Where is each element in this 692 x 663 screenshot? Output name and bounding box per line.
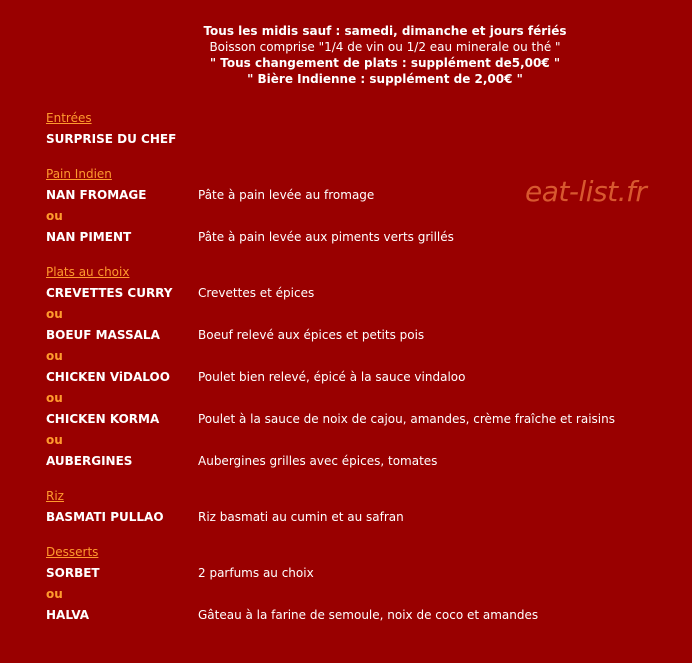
menu-item xyxy=(46,607,686,623)
dish-description: Pâte à pain levée aux piments verts grillés xyxy=(198,230,454,244)
header-line-hours: Tous les midis sauf : samedi, dimanche et jours fériés xyxy=(203,24,567,38)
menu-item xyxy=(46,411,686,427)
dish-name: BOEUF MASSALA xyxy=(46,328,160,342)
dish-name: SORBET xyxy=(46,566,100,580)
dish-description: Riz basmati au cumin et au safran xyxy=(198,510,404,524)
watermark-logo: eat-list.fr xyxy=(525,175,647,208)
dish-description: Boeuf relevé aux épices et petits pois xyxy=(198,328,425,342)
dish-name: CHICKEN KORMA xyxy=(46,412,160,426)
dish-description: Gâteau à la farine de semoule, noix de coco et amandes xyxy=(198,608,539,622)
or-separator: ou xyxy=(46,349,63,363)
section-title: Desserts xyxy=(46,545,99,559)
section-title: Plats au choix xyxy=(46,265,130,279)
or-separator: ou xyxy=(46,307,63,321)
header-line-change-fee: " Tous changement de plats : supplément de5,00€ " xyxy=(209,56,561,70)
dish-name: BASMATI PULLAO xyxy=(46,510,164,524)
header-line-beer-fee: " Bière Indienne : supplément de 2,00€ " xyxy=(247,72,523,86)
dish-description: 2 parfums au choix xyxy=(198,566,314,580)
menu-item xyxy=(46,565,686,581)
dish-description: Poulet bien relevé, épicé à la sauce vindaloo xyxy=(198,370,466,384)
dish-description: Aubergines grilles avec épices, tomates xyxy=(198,454,438,468)
dish-name: NAN FROMAGE xyxy=(46,188,147,202)
dish-name: SURPRISE DU CHEF xyxy=(46,132,177,146)
section-title: Entrées xyxy=(46,111,92,125)
dish-name: CHICKEN ViDALOO xyxy=(46,370,170,384)
section-title: Pain Indien xyxy=(46,167,112,181)
section-title: Riz xyxy=(46,489,64,503)
menu-header xyxy=(0,23,692,87)
or-separator: ou xyxy=(46,391,63,405)
dish-description: Pâte à pain levée au fromage xyxy=(198,188,375,202)
menu-item xyxy=(46,229,686,245)
or-separator: ou xyxy=(46,209,63,223)
dish-description: Poulet à la sauce de noix de cajou, amandes, crème fraîche et raisins xyxy=(198,412,615,426)
or-separator: ou xyxy=(46,433,63,447)
menu-item xyxy=(46,453,686,469)
header-line-drink: Boisson comprise "1/4 de vin ou 1/2 eau minerale ou thé " xyxy=(209,40,561,54)
dish-name: HALVA xyxy=(46,608,90,622)
menu-list xyxy=(46,110,686,623)
menu-item xyxy=(46,131,686,147)
menu-item xyxy=(46,285,686,301)
menu-item xyxy=(46,327,686,343)
menu-item xyxy=(46,369,686,385)
dish-description: Crevettes et épices xyxy=(198,286,315,300)
dish-name: CREVETTES CURRY xyxy=(46,286,173,300)
dish-name: AUBERGINES xyxy=(46,454,133,468)
menu-item xyxy=(46,509,686,525)
or-separator: ou xyxy=(46,587,63,601)
menu-item xyxy=(46,187,686,203)
dish-name: NAN PIMENT xyxy=(46,230,132,244)
